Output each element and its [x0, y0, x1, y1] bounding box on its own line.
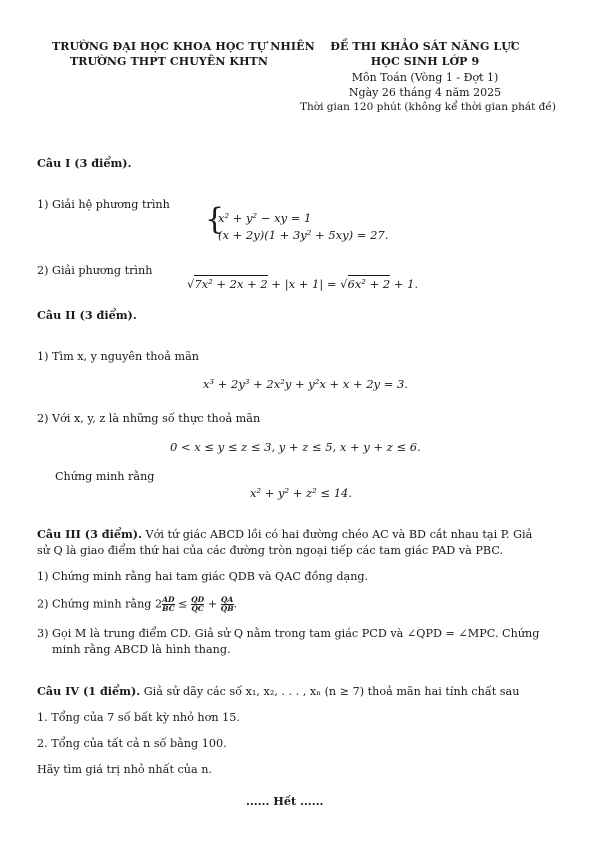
- exam-title-line1: ĐỀ THI KHẢO SÁT NĂNG LỰC: [330, 40, 520, 53]
- q1-eq-mid: + |x + 1| =: [267, 277, 341, 291]
- q3-part2-prefix: 2) Chứng minh rằng 2: [37, 597, 163, 611]
- q3-part3-line2: minh rằng ABCD là hình thang.: [52, 643, 231, 656]
- q1-radical1: 7x² + 2x + 2: [194, 277, 268, 291]
- school-name-line2: TRƯỜNG THPT CHUYÊN KHTN: [70, 55, 269, 68]
- exam-date: Ngày 26 tháng 4 năm 2025: [348, 86, 502, 99]
- q3-end: .: [233, 597, 238, 611]
- q2-part1-text: 1) Tìm x, y nguyên thoả mãn: [37, 350, 199, 363]
- q4-item1: 1. Tổng của 7 số bất kỳ nhỏ hơn 15.: [37, 711, 240, 724]
- q3-fraction-qa-qb: $\frac{QA}{QB}$: [220, 595, 234, 613]
- q3-fraction-qd-qc: $\frac{QD}{QC}$: [191, 595, 205, 613]
- q4-title: Câu IV (1 điểm).: [37, 684, 141, 698]
- q1-radical2: 6x² + 2: [347, 277, 391, 291]
- exam-subject: Môn Toán (Vòng 1 - Đợt 1): [351, 71, 499, 84]
- q1-part1-text: 1) Giải hệ phương trình: [37, 198, 170, 211]
- q2-part1-equation: x³ + 2y³ + 2x²y + y²x + x + 2y = 3.: [203, 377, 408, 391]
- q4-item2: 2. Tổng của tất cả n số bằng 100.: [37, 737, 227, 750]
- exam-duration: Thời gian 120 phút (không kể thời gian phát đề): [300, 101, 556, 113]
- q1-system-eq2: (x + 2y)(1 + 3y² + 5xy) = 27.: [218, 228, 389, 242]
- q1-system-eq1: x² + y² − xy = 1: [218, 211, 312, 225]
- q1-title: Câu I (3 điểm).: [37, 156, 132, 170]
- q2-title: Câu II (3 điểm).: [37, 308, 137, 322]
- q4-ask: Hãy tìm giá trị nhỏ nhất của n.: [37, 763, 212, 776]
- q2-prove-inequality: x² + y² + z² ≤ 14.: [250, 486, 353, 500]
- q3-intro-text1: Với tứ giác ABCD lồi có hai đường chéo AC và BD cắt nhau tại P. Giả: [145, 528, 533, 541]
- q3-intro-line2: sử Q là giao điểm thứ hai của các đường tròn ngoại tiếp các tam giác PAD và PBC.: [37, 544, 504, 557]
- q1-eq-end: + 1.: [390, 277, 419, 291]
- q3-le: ≤: [174, 597, 192, 611]
- q3-title: Câu III (3 điểm).: [37, 527, 142, 541]
- q3-part3-line1: 3) Gọi M là trung điểm CD. Giả sử Q nằm trong tam giác PCD và ∠QPD = ∠MPC. Chứng: [37, 627, 540, 640]
- q2-part2-conditions: 0 < x ≤ y ≤ z ≤ 3, y + z ≤ 5, x + y + z ≤ 6.: [170, 440, 421, 454]
- end-marker: ...... Hết ......: [246, 794, 324, 808]
- q1-part2-text: 2) Giải phương trình: [37, 264, 153, 277]
- q4-intro-line: [37, 684, 519, 698]
- q3-plus: +: [204, 597, 221, 611]
- q3-part1: 1) Chứng minh rằng hai tam giác QDB và QAC đồng dạng.: [37, 570, 369, 583]
- q3-intro-line1: [37, 527, 532, 541]
- q1-system-brace: {: [205, 202, 225, 237]
- q1-equation: √7x² + 2x + 2 + |x + 1| = √6x² + 2 + 1.: [187, 277, 419, 291]
- school-name-line1: TRƯỜNG ĐẠI HỌC KHOA HỌC TỰ NHIÊN: [52, 40, 315, 53]
- q4-intro: Giả sử dãy các số x₁, x₂, . . . , xₙ (n ≥ 7) thoả mãn hai tính chất sau: [143, 685, 520, 698]
- exam-title-line2: HỌC SINH LỚP 9: [370, 55, 480, 68]
- q2-part2-text: 2) Với x, y, z là những số thực thoả mãn: [37, 412, 261, 425]
- q3-part2: [37, 596, 237, 613]
- q3-fraction-ad-bc: $\frac{AD}{BC}$: [162, 595, 175, 613]
- q2-prove-text: Chứng minh rằng: [55, 470, 155, 483]
